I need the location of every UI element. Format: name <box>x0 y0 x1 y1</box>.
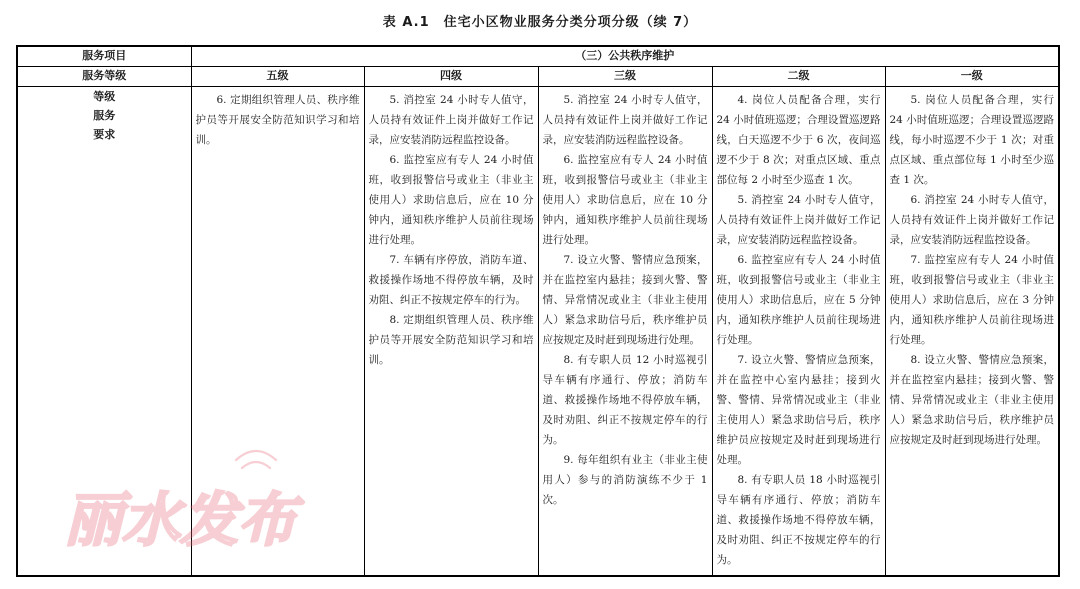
requirement-paragraph: 8. 有专职人员 12 小时巡视引导车辆有序通行、停放；消防车道、救援操作场地不得停放车辆，及时劝阻、纠正不按规定停车的行为。 <box>542 354 708 446</box>
level-5-requirements <box>191 87 364 577</box>
requirements-row-label: 等级 服务 要求 <box>17 87 191 577</box>
requirement-paragraph: 5. 消控室 24 小时专人值守，人员持有效证件上岗并做好工作记录，应安装消防远程监控设备。 <box>716 194 881 246</box>
requirement-paragraph: 6. 定期组织管理人员、秩序维护员等开展安全防范知识学习和培训。 <box>195 94 360 146</box>
level-2-requirements <box>712 87 885 577</box>
requirement-paragraph: 6. 消控室 24 小时专人值守，人员持有效证件上岗并做好工作记录，应安装消防远程监控设备。 <box>889 194 1055 246</box>
requirement-paragraph: 7. 设立火警、警情应急预案，并在监控室内悬挂；接到火警、警情、异常情况或业主（非业主使用人）紧急求助信号后，秩序维护员应按规定及时赶到现场进行处理。 <box>542 254 708 346</box>
level-header-3: 三级 <box>538 67 712 87</box>
level-3-requirements <box>538 87 712 577</box>
level-4-requirements <box>364 87 538 577</box>
service-item-label: 服务项目 <box>17 46 191 67</box>
requirement-paragraph: 6. 监控室应有专人 24 小时值班，收到报警信号或业主（非业主使用人）求助信息后，应在 10 分钟内，通知秩序维护人员前往现场进行处理。 <box>542 154 708 246</box>
level-header-1: 一级 <box>885 67 1059 87</box>
requirement-paragraph: 7. 监控室应有专人 24 小时值班，收到报警信号或业主（非业主使用人）求助信息后，应在 3 分钟内，通知秩序维护人员前往现场进行处理。 <box>889 254 1055 346</box>
requirement-paragraph: 8. 定期组织管理人员、秩序维护员等开展安全防范知识学习和培训。 <box>368 314 534 366</box>
level-1-requirements <box>885 87 1059 577</box>
watermark-text: 丽水发布 <box>64 486 297 554</box>
service-level-table <box>16 45 1060 577</box>
level-header-2: 二级 <box>712 67 885 87</box>
level-header-5: 五级 <box>191 67 364 87</box>
requirement-paragraph: 6. 监控室应有专人 24 小时值班，收到报警信号或业主（非业主使用人）求助信息后，应在 10 分钟内，通知秩序维护人员前往现场进行处理。 <box>368 154 534 246</box>
table-title: 表 A.1 住宅小区物业服务分类分项分级（续 7） <box>382 15 698 30</box>
requirement-paragraph: 7. 车辆有序停放，消防车道、救援操作场地不得停放车辆，及时劝阻、纠正不按规定停车的行为。 <box>368 254 534 306</box>
requirement-paragraph: 5. 消控室 24 小时专人值守，人员持有效证件上岗并做好工作记录，应安装消防远程监控设备。 <box>542 94 708 146</box>
requirement-paragraph: 8. 有专职人员 18 小时巡视引导车辆有序通行、停放；消防车道、救援操作场地不得停放车辆，及时劝阻、纠正不按规定停车的行为。 <box>716 474 881 566</box>
requirement-paragraph: 5. 岗位人员配备合理，实行 24 小时值班巡逻；合理设置巡逻路线，每小时巡逻不少于 1 次；对重点区域、重点部位每 1 小时至少巡查 1 次。 <box>889 94 1055 186</box>
requirement-paragraph: 5. 消控室 24 小时专人值守，人员持有效证件上岗并做好工作记录，应安装消防远程监控设备。 <box>368 94 534 146</box>
level-header-4: 四级 <box>364 67 538 87</box>
service-level-label: 服务等级 <box>17 67 191 87</box>
requirement-paragraph: 6. 监控室应有专人 24 小时值班，收到报警信号或业主（非业主使用人）求助信息后，应在 5 分钟内，通知秩序维护人员前往现场进行处理。 <box>716 254 881 346</box>
requirement-paragraph: 8. 设立火警、警情应急预案，并在监控室内悬挂；接到火警、警情、异常情况或业主（非业主使用人）紧急求助信号后，秩序维护员应按规定及时赶到现场进行处理。 <box>889 354 1055 446</box>
requirement-paragraph: 7. 设立火警、警情应急预案，并在监控中心室内悬挂；接到火警、警情、异常情况或业主（非业主使用人）紧急求助信号后，秩序维护员应按规定及时赶到现场进行处理。 <box>716 354 881 466</box>
requirement-paragraph: 4. 岗位人员配备合理，实行 24 小时值班巡逻；合理设置巡逻路线，白天巡逻不少于 6 次，夜间巡逻不少于 8 次；对重点区域、重点部位每 2 小时至少巡查 1 次。 <box>716 94 881 186</box>
requirement-paragraph: 9. 每年组织有业主（非业主使用人）参与的消防演练不少于 1 次。 <box>542 454 708 506</box>
service-item-value: （三）公共秩序维护 <box>191 46 1059 67</box>
